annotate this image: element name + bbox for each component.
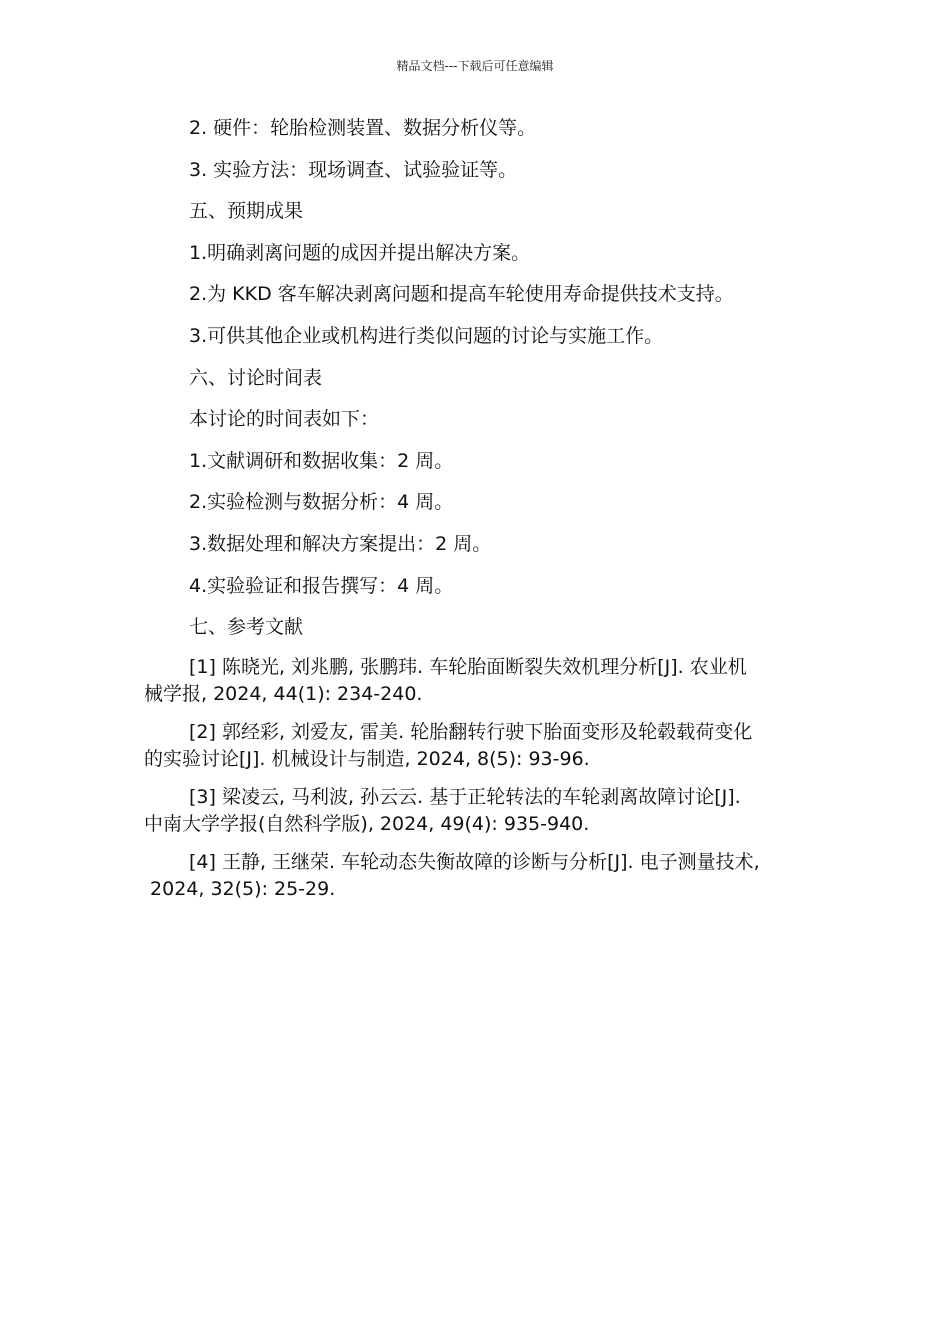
- schedule-item-3: 3.数据处理和解决方案提出：2 周。: [189, 532, 492, 555]
- schedule-intro: 本讨论的时间表如下：: [189, 408, 380, 431]
- section-heading-expected-results: 五、预期成果: [189, 200, 304, 223]
- reference-1: [144, 654, 816, 708]
- page-header: 精品文档---下载后可任意编辑: [396, 59, 554, 73]
- reference-1-line2: 械学报, 2024, 44(1): 234-240.: [144, 682, 423, 705]
- reference-2: [144, 719, 816, 773]
- schedule-item-4: 4.实验验证和报告撰写：4 周。: [189, 574, 454, 597]
- reference-4-line2: 2024, 32(5): 25-29.: [144, 877, 336, 900]
- reference-2-line2: 的实验讨论[J]. 机械设计与制造, 2024, 8(5): 93-96.: [144, 747, 590, 770]
- list-item-result-1: 1.明确剥离问题的成因并提出解决方案。: [189, 241, 531, 264]
- reference-3-line2: 中南大学学报(自然科学版), 2024, 49(4): 935-940.: [144, 812, 590, 835]
- reference-4: [144, 849, 816, 903]
- list-item-method: 3. 实验方法：现场调查、试验验证等。: [189, 158, 518, 181]
- reference-4-line1: [4] 王静, 王继荣. 车轮动态失衡故障的诊断与分析[J]. 电子测量技术,: [189, 850, 760, 873]
- section-heading-references: 七、参考文献: [189, 616, 304, 639]
- reference-1-line1: [1] 陈晓光, 刘兆鹏, 张鹏玮. 车轮胎面断裂失效机理分析[J]. 农业机: [189, 655, 747, 678]
- reference-3-line1: [3] 梁凌云, 马利波, 孙云云. 基于正轮转法的车轮剥离故障讨论[J].: [189, 785, 741, 808]
- list-item-hardware: 2. 硬件：轮胎检测装置、数据分析仪等。: [189, 117, 537, 139]
- reference-3: [144, 784, 816, 838]
- reference-2-line1: [2] 郭经彩, 刘爱友, 雷美. 轮胎翻转行驶下胎面变形及轮毂载荷变化: [189, 720, 753, 743]
- schedule-item-1: 1.文献调研和数据收集：2 周。: [189, 449, 454, 472]
- section-heading-schedule: 六、讨论时间表: [189, 366, 323, 389]
- document-body: [144, 113, 816, 914]
- list-item-result-3: 3.可供其他企业或机构进行类似问题的讨论与实施工作。: [189, 324, 664, 347]
- list-item-result-2: 2.为 KKD 客车解决剥离问题和提高车轮使用寿命提供技术支持。: [189, 283, 734, 306]
- schedule-item-2: 2.实验检测与数据分析：4 周。: [189, 491, 454, 514]
